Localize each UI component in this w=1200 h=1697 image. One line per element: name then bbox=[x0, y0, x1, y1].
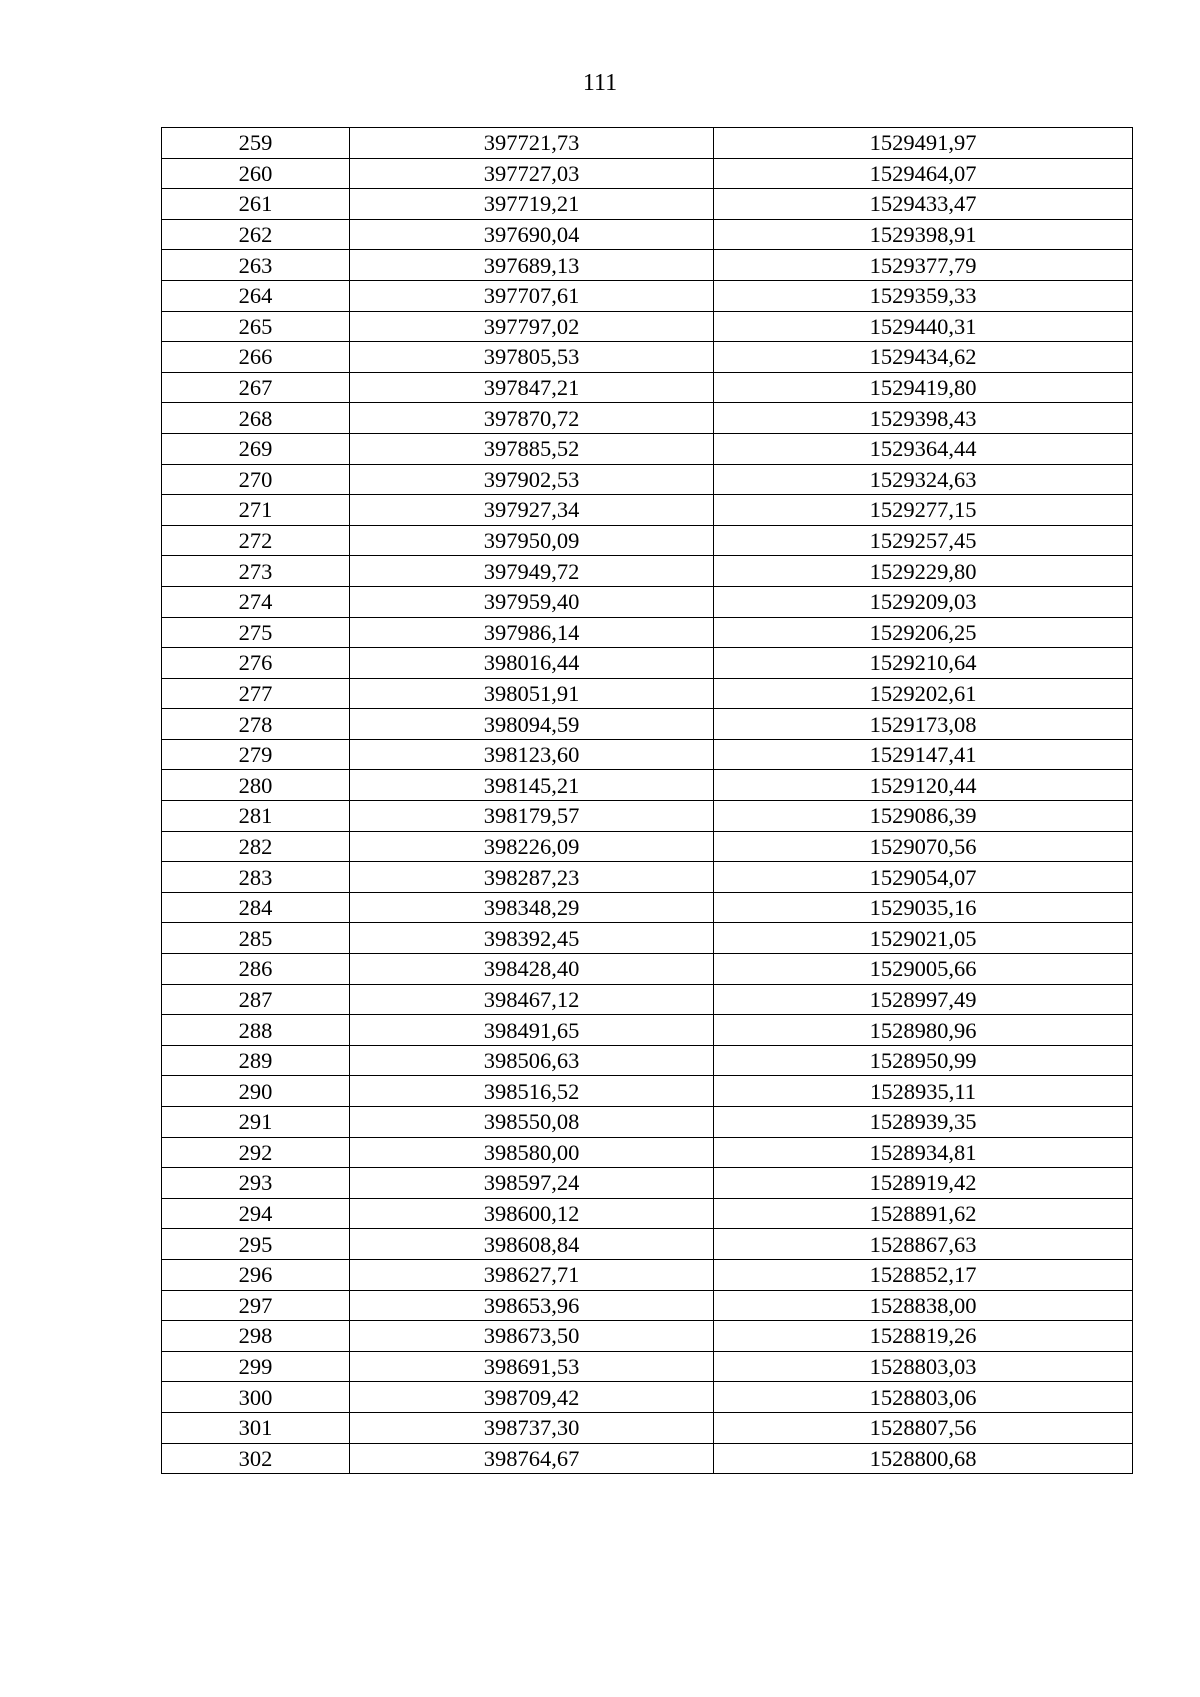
x-coordinate-cell: 398392,45 bbox=[350, 923, 714, 954]
table-row bbox=[162, 709, 1133, 740]
point-number-cell: 278 bbox=[162, 709, 350, 740]
point-number-cell: 290 bbox=[162, 1076, 350, 1107]
y-coordinate-cell: 1528807,56 bbox=[714, 1412, 1133, 1443]
table-row bbox=[162, 250, 1133, 281]
table-row bbox=[162, 678, 1133, 709]
point-number-cell: 270 bbox=[162, 464, 350, 495]
x-coordinate-cell: 398600,12 bbox=[350, 1198, 714, 1229]
table-row bbox=[162, 280, 1133, 311]
x-coordinate-cell: 398673,50 bbox=[350, 1321, 714, 1352]
x-coordinate-cell: 397847,21 bbox=[350, 372, 714, 403]
y-coordinate-cell: 1529209,03 bbox=[714, 586, 1133, 617]
point-number-cell: 294 bbox=[162, 1198, 350, 1229]
x-coordinate-cell: 398016,44 bbox=[350, 648, 714, 679]
y-coordinate-cell: 1529398,91 bbox=[714, 219, 1133, 250]
x-coordinate-cell: 398737,30 bbox=[350, 1412, 714, 1443]
table-row bbox=[162, 525, 1133, 556]
point-number-cell: 291 bbox=[162, 1107, 350, 1138]
table-row bbox=[162, 1168, 1133, 1199]
y-coordinate-cell: 1529206,25 bbox=[714, 617, 1133, 648]
table-row bbox=[162, 831, 1133, 862]
x-coordinate-cell: 398516,52 bbox=[350, 1076, 714, 1107]
y-coordinate-cell: 1529229,80 bbox=[714, 556, 1133, 587]
point-number-cell: 300 bbox=[162, 1382, 350, 1413]
y-coordinate-cell: 1529324,63 bbox=[714, 464, 1133, 495]
table-row bbox=[162, 923, 1133, 954]
table-row bbox=[162, 984, 1133, 1015]
table-row bbox=[162, 586, 1133, 617]
x-coordinate-cell: 397797,02 bbox=[350, 311, 714, 342]
y-coordinate-cell: 1528803,03 bbox=[714, 1351, 1133, 1382]
y-coordinate-cell: 1528919,42 bbox=[714, 1168, 1133, 1199]
point-number-cell: 279 bbox=[162, 739, 350, 770]
x-coordinate-cell: 397949,72 bbox=[350, 556, 714, 587]
y-coordinate-cell: 1529120,44 bbox=[714, 770, 1133, 801]
table-row bbox=[162, 801, 1133, 832]
point-number-cell: 281 bbox=[162, 801, 350, 832]
table-row bbox=[162, 342, 1133, 373]
point-number-cell: 264 bbox=[162, 280, 350, 311]
y-coordinate-cell: 1528852,17 bbox=[714, 1259, 1133, 1290]
table-row bbox=[162, 311, 1133, 342]
table-row bbox=[162, 372, 1133, 403]
y-coordinate-cell: 1529277,15 bbox=[714, 495, 1133, 526]
y-coordinate-cell: 1528891,62 bbox=[714, 1198, 1133, 1229]
y-coordinate-cell: 1529433,47 bbox=[714, 189, 1133, 220]
point-number-cell: 293 bbox=[162, 1168, 350, 1199]
table-row bbox=[162, 433, 1133, 464]
point-number-cell: 261 bbox=[162, 189, 350, 220]
table-row bbox=[162, 1015, 1133, 1046]
x-coordinate-cell: 398627,71 bbox=[350, 1259, 714, 1290]
x-coordinate-cell: 398550,08 bbox=[350, 1107, 714, 1138]
y-coordinate-cell: 1528950,99 bbox=[714, 1045, 1133, 1076]
x-coordinate-cell: 398467,12 bbox=[350, 984, 714, 1015]
point-number-cell: 271 bbox=[162, 495, 350, 526]
x-coordinate-cell: 397721,73 bbox=[350, 128, 714, 159]
point-number-cell: 276 bbox=[162, 648, 350, 679]
point-number-cell: 268 bbox=[162, 403, 350, 434]
point-number-cell: 295 bbox=[162, 1229, 350, 1260]
table-row bbox=[162, 617, 1133, 648]
y-coordinate-cell: 1528980,96 bbox=[714, 1015, 1133, 1046]
point-number-cell: 288 bbox=[162, 1015, 350, 1046]
y-coordinate-cell: 1529021,05 bbox=[714, 923, 1133, 954]
x-coordinate-cell: 398348,29 bbox=[350, 892, 714, 923]
table-row bbox=[162, 1382, 1133, 1413]
x-coordinate-cell: 397959,40 bbox=[350, 586, 714, 617]
table-row bbox=[162, 128, 1133, 159]
x-coordinate-cell: 397902,53 bbox=[350, 464, 714, 495]
point-number-cell: 273 bbox=[162, 556, 350, 587]
x-coordinate-cell: 397986,14 bbox=[350, 617, 714, 648]
x-coordinate-cell: 397690,04 bbox=[350, 219, 714, 250]
point-number-cell: 267 bbox=[162, 372, 350, 403]
y-coordinate-cell: 1529359,33 bbox=[714, 280, 1133, 311]
y-coordinate-cell: 1528935,11 bbox=[714, 1076, 1133, 1107]
y-coordinate-cell: 1528867,63 bbox=[714, 1229, 1133, 1260]
y-coordinate-cell: 1529419,80 bbox=[714, 372, 1133, 403]
x-coordinate-cell: 398506,63 bbox=[350, 1045, 714, 1076]
table-row bbox=[162, 862, 1133, 893]
y-coordinate-cell: 1529210,64 bbox=[714, 648, 1133, 679]
x-coordinate-cell: 397707,61 bbox=[350, 280, 714, 311]
x-coordinate-cell: 398145,21 bbox=[350, 770, 714, 801]
point-number-cell: 260 bbox=[162, 158, 350, 189]
x-coordinate-cell: 398094,59 bbox=[350, 709, 714, 740]
point-number-cell: 298 bbox=[162, 1321, 350, 1352]
x-coordinate-cell: 398179,57 bbox=[350, 801, 714, 832]
page-number: 111 bbox=[582, 70, 618, 96]
x-coordinate-cell: 398580,00 bbox=[350, 1137, 714, 1168]
point-number-cell: 285 bbox=[162, 923, 350, 954]
table-row bbox=[162, 1045, 1133, 1076]
x-coordinate-cell: 398226,09 bbox=[350, 831, 714, 862]
point-number-cell: 274 bbox=[162, 586, 350, 617]
y-coordinate-cell: 1528838,00 bbox=[714, 1290, 1133, 1321]
table-row bbox=[162, 495, 1133, 526]
table-row bbox=[162, 1229, 1133, 1260]
point-number-cell: 289 bbox=[162, 1045, 350, 1076]
x-coordinate-cell: 398764,67 bbox=[350, 1443, 714, 1474]
x-coordinate-cell: 397689,13 bbox=[350, 250, 714, 281]
point-number-cell: 272 bbox=[162, 525, 350, 556]
y-coordinate-cell: 1529434,62 bbox=[714, 342, 1133, 373]
x-coordinate-cell: 397927,34 bbox=[350, 495, 714, 526]
x-coordinate-cell: 398428,40 bbox=[350, 954, 714, 985]
coordinates-table-body bbox=[162, 128, 1133, 1474]
y-coordinate-cell: 1529070,56 bbox=[714, 831, 1133, 862]
point-number-cell: 287 bbox=[162, 984, 350, 1015]
x-coordinate-cell: 398653,96 bbox=[350, 1290, 714, 1321]
y-coordinate-cell: 1529440,31 bbox=[714, 311, 1133, 342]
x-coordinate-cell: 398491,65 bbox=[350, 1015, 714, 1046]
point-number-cell: 286 bbox=[162, 954, 350, 985]
table-row bbox=[162, 648, 1133, 679]
y-coordinate-cell: 1529464,07 bbox=[714, 158, 1133, 189]
table-row bbox=[162, 1107, 1133, 1138]
table-row bbox=[162, 1198, 1133, 1229]
point-number-cell: 265 bbox=[162, 311, 350, 342]
x-coordinate-cell: 397727,03 bbox=[350, 158, 714, 189]
x-coordinate-cell: 398608,84 bbox=[350, 1229, 714, 1260]
table-row bbox=[162, 189, 1133, 220]
point-number-cell: 297 bbox=[162, 1290, 350, 1321]
y-coordinate-cell: 1529491,97 bbox=[714, 128, 1133, 159]
table-row bbox=[162, 556, 1133, 587]
y-coordinate-cell: 1528819,26 bbox=[714, 1321, 1133, 1352]
x-coordinate-cell: 398051,91 bbox=[350, 678, 714, 709]
table-row bbox=[162, 1290, 1133, 1321]
table-row bbox=[162, 1259, 1133, 1290]
x-coordinate-cell: 397719,21 bbox=[350, 189, 714, 220]
y-coordinate-cell: 1528800,68 bbox=[714, 1443, 1133, 1474]
coordinates-table bbox=[161, 127, 1133, 1474]
x-coordinate-cell: 398709,42 bbox=[350, 1382, 714, 1413]
point-number-cell: 263 bbox=[162, 250, 350, 281]
x-coordinate-cell: 398123,60 bbox=[350, 739, 714, 770]
table-row bbox=[162, 1137, 1133, 1168]
table-row bbox=[162, 158, 1133, 189]
point-number-cell: 284 bbox=[162, 892, 350, 923]
point-number-cell: 301 bbox=[162, 1412, 350, 1443]
x-coordinate-cell: 397805,53 bbox=[350, 342, 714, 373]
point-number-cell: 262 bbox=[162, 219, 350, 250]
point-number-cell: 259 bbox=[162, 128, 350, 159]
y-coordinate-cell: 1529173,08 bbox=[714, 709, 1133, 740]
y-coordinate-cell: 1529398,43 bbox=[714, 403, 1133, 434]
table-row bbox=[162, 739, 1133, 770]
point-number-cell: 280 bbox=[162, 770, 350, 801]
table-row bbox=[162, 464, 1133, 495]
table-row bbox=[162, 770, 1133, 801]
table-row bbox=[162, 1076, 1133, 1107]
table-row bbox=[162, 892, 1133, 923]
point-number-cell: 282 bbox=[162, 831, 350, 862]
y-coordinate-cell: 1529086,39 bbox=[714, 801, 1133, 832]
point-number-cell: 296 bbox=[162, 1259, 350, 1290]
table-row bbox=[162, 1412, 1133, 1443]
y-coordinate-cell: 1529005,66 bbox=[714, 954, 1133, 985]
x-coordinate-cell: 397950,09 bbox=[350, 525, 714, 556]
point-number-cell: 283 bbox=[162, 862, 350, 893]
y-coordinate-cell: 1528997,49 bbox=[714, 984, 1133, 1015]
y-coordinate-cell: 1529147,41 bbox=[714, 739, 1133, 770]
point-number-cell: 275 bbox=[162, 617, 350, 648]
point-number-cell: 277 bbox=[162, 678, 350, 709]
y-coordinate-cell: 1528934,81 bbox=[714, 1137, 1133, 1168]
point-number-cell: 302 bbox=[162, 1443, 350, 1474]
table-row bbox=[162, 1321, 1133, 1352]
y-coordinate-cell: 1528803,06 bbox=[714, 1382, 1133, 1413]
table-row bbox=[162, 954, 1133, 985]
table-row bbox=[162, 403, 1133, 434]
y-coordinate-cell: 1529257,45 bbox=[714, 525, 1133, 556]
table-row bbox=[162, 219, 1133, 250]
y-coordinate-cell: 1529202,61 bbox=[714, 678, 1133, 709]
point-number-cell: 292 bbox=[162, 1137, 350, 1168]
table-row bbox=[162, 1351, 1133, 1382]
point-number-cell: 299 bbox=[162, 1351, 350, 1382]
y-coordinate-cell: 1529377,79 bbox=[714, 250, 1133, 281]
x-coordinate-cell: 397870,72 bbox=[350, 403, 714, 434]
point-number-cell: 266 bbox=[162, 342, 350, 373]
y-coordinate-cell: 1529364,44 bbox=[714, 433, 1133, 464]
table-row bbox=[162, 1443, 1133, 1474]
x-coordinate-cell: 397885,52 bbox=[350, 433, 714, 464]
y-coordinate-cell: 1529035,16 bbox=[714, 892, 1133, 923]
x-coordinate-cell: 398691,53 bbox=[350, 1351, 714, 1382]
y-coordinate-cell: 1529054,07 bbox=[714, 862, 1133, 893]
x-coordinate-cell: 398597,24 bbox=[350, 1168, 714, 1199]
x-coordinate-cell: 398287,23 bbox=[350, 862, 714, 893]
y-coordinate-cell: 1528939,35 bbox=[714, 1107, 1133, 1138]
point-number-cell: 269 bbox=[162, 433, 350, 464]
